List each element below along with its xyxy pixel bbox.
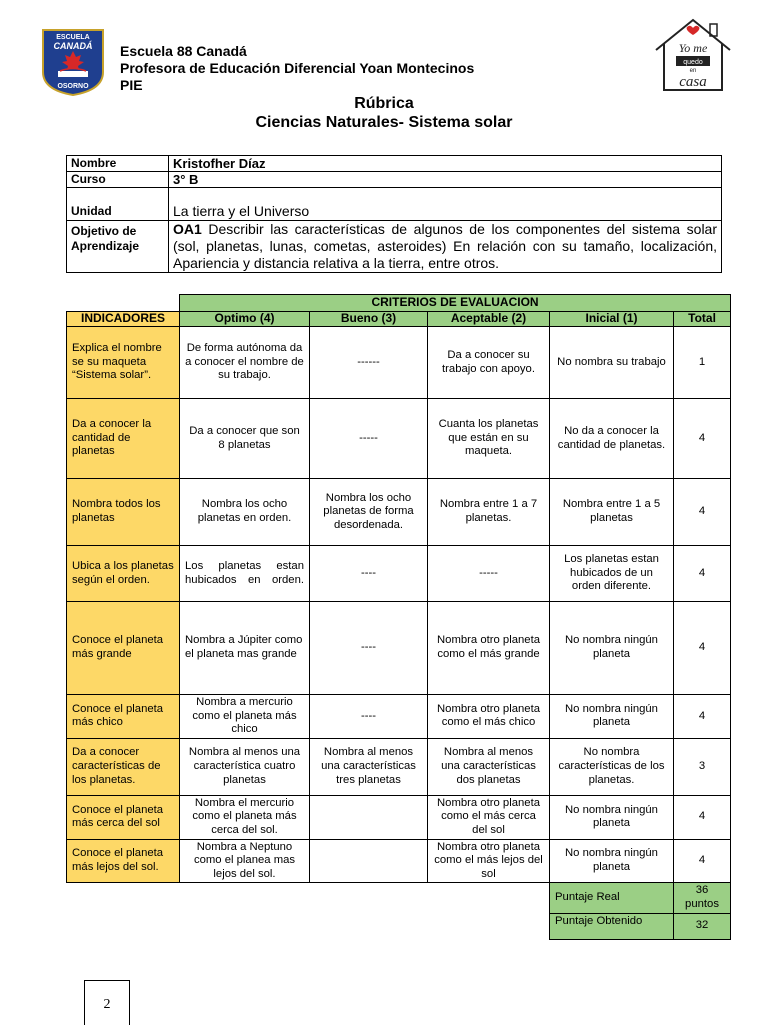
blank-cell: [67, 913, 550, 939]
indicador-cell: Ubica a los planetas según el orden.: [67, 546, 180, 602]
rubric-table: [66, 294, 731, 940]
objetivo-label: [67, 221, 169, 273]
svg-text:Yo me: Yo me: [678, 41, 708, 55]
indicador-cell: Nombra todos los planetas: [67, 479, 180, 546]
aceptable-cell: Nombra otro planeta como el más cerca del sol: [428, 795, 550, 839]
student-info-table: [66, 155, 722, 273]
inicial-cell: No da a conocer la cantidad de planetas.: [550, 399, 674, 479]
school-logo: [40, 28, 106, 96]
aceptable-cell: Nombra otro planeta como el más chico: [428, 695, 550, 739]
bueno-cell: Nombra al menos una características tres planetas: [310, 738, 428, 795]
indicador-cell: Conoce el planeta más lejos del sol.: [67, 839, 180, 883]
bueno-cell: ----: [310, 546, 428, 602]
teacher-name: Profesora de Educación Diferencial Yoan Montecinos: [120, 60, 475, 76]
inicial-cell: No nombra su trabajo: [550, 327, 674, 399]
svg-text:en: en: [689, 68, 697, 74]
objetivo-code: OA1: [173, 221, 202, 237]
optimo-cell: Nombra a Neptuno como el planea mas lejos del sol.: [180, 839, 310, 883]
puntaje-real-label: Puntaje Real: [550, 883, 674, 913]
page-subtitle: Ciencias Naturales- Sistema solar: [255, 114, 513, 131]
svg-text:casa: casa: [679, 74, 707, 90]
svg-text:quedo: quedo: [683, 59, 703, 66]
inicial-cell: No nombra ningún planeta: [550, 839, 674, 883]
table-row: [67, 695, 731, 739]
indicador-cell: Da a conocer la cantidad de planetas: [67, 399, 180, 479]
puntaje-obtenido-row: [67, 913, 731, 939]
bueno-cell: Nombra los ocho planetas de forma desordenada.: [310, 479, 428, 546]
nombre-value: Kristofher Díaz: [169, 156, 722, 172]
bueno-cell: ----: [310, 602, 428, 695]
inicial-cell: No nombra ningún planeta: [550, 795, 674, 839]
blank-cell: [67, 883, 550, 913]
unidad-label: Unidad: [67, 188, 169, 221]
optimo-cell: De forma autónoma da a conocer el nombre de su trabajo.: [180, 327, 310, 399]
aceptable-cell: Da a conocer su trabajo con apoyo.: [428, 327, 550, 399]
indicador-cell: Da a conocer características de los planetas.: [67, 738, 180, 795]
curso-value: 3° B: [169, 172, 722, 188]
column-header-optimo: Optimo (4): [180, 312, 310, 327]
school-header: [120, 43, 474, 94]
rubric-column-header-row: [67, 312, 731, 327]
bueno-cell: [310, 839, 428, 883]
puntaje-real-value: 36 puntos: [674, 883, 731, 913]
table-row: [67, 546, 731, 602]
puntaje-real-row: [67, 883, 731, 913]
aceptable-cell: Nombra al menos una características dos planetas: [428, 738, 550, 795]
svg-text:OSORNO: OSORNO: [57, 83, 89, 90]
total-cell: 4: [674, 399, 731, 479]
bueno-cell: ------: [310, 327, 428, 399]
column-header-total: Total: [674, 312, 731, 327]
puntaje-obtenido-label: Puntaje Obtenido: [550, 913, 674, 939]
indicador-cell: Conoce el planeta más cerca del sol: [67, 795, 180, 839]
curso-label: Curso: [67, 172, 169, 188]
table-row: [67, 839, 731, 883]
table-row: [67, 602, 731, 695]
table-row: [67, 795, 731, 839]
column-header-bueno: Bueno (3): [310, 312, 428, 327]
objetivo-label-line-1: Objetivo de: [71, 224, 137, 238]
inicial-cell: Los planetas estan hubicados de un orden diferente.: [550, 546, 674, 602]
total-cell: 4: [674, 795, 731, 839]
stay-home-logo: [648, 14, 738, 94]
inicial-cell: No nombra características de los planetas.: [550, 738, 674, 795]
total-cell: 3: [674, 738, 731, 795]
optimo-cell: Nombra a mercurio como el planeta más chico: [180, 695, 310, 739]
optimo-cell: Da a conocer que son 8 planetas: [180, 399, 310, 479]
total-cell: 1: [674, 327, 731, 399]
page-number: 2: [84, 980, 130, 1025]
aceptable-cell: -----: [428, 546, 550, 602]
program-name: PIE: [120, 77, 143, 93]
optimo-cell: Los planetas estan hubicados en orden.: [180, 546, 310, 602]
bueno-cell: -----: [310, 399, 428, 479]
aceptable-cell: Nombra otro planeta como el más lejos del sol: [428, 839, 550, 883]
inicial-cell: Nombra entre 1 a 5 planetas: [550, 479, 674, 546]
svg-text:CANADÁ: CANADÁ: [53, 41, 93, 51]
aceptable-cell: Nombra entre 1 a 7 planetas.: [428, 479, 550, 546]
table-row: [67, 479, 731, 546]
column-header-indicadores: INDICADORES: [67, 312, 180, 327]
aceptable-cell: Nombra otro planeta como el más grande: [428, 602, 550, 695]
unidad-value: La tierra y el Universo: [169, 188, 722, 221]
total-cell: 4: [674, 839, 731, 883]
total-cell: 4: [674, 479, 731, 546]
total-cell: 4: [674, 546, 731, 602]
objetivo-value: [169, 221, 722, 273]
indicador-cell: Conoce el planeta más chico: [67, 695, 180, 739]
total-cell: 4: [674, 695, 731, 739]
puntaje-obtenido-value: 32: [674, 913, 731, 939]
indicador-cell: Explica el nombre se su maqueta “Sistema solar”.: [67, 327, 180, 399]
table-row: [67, 738, 731, 795]
bueno-cell: [310, 795, 428, 839]
blank-cell: [67, 295, 180, 312]
svg-text:ESCUELA: ESCUELA: [56, 34, 90, 41]
indicador-cell: Conoce el planeta más grande: [67, 602, 180, 695]
optimo-cell: Nombra los ocho planetas en orden.: [180, 479, 310, 546]
aceptable-cell: Cuanta los planetas que están en su maqueta.: [428, 399, 550, 479]
bueno-cell: ----: [310, 695, 428, 739]
optimo-cell: Nombra a Júpiter como el planeta mas grande: [180, 602, 310, 695]
column-header-inicial: Inicial (1): [550, 312, 674, 327]
school-name: Escuela 88 Canadá: [120, 43, 247, 59]
nombre-label: Nombre: [67, 156, 169, 172]
inicial-cell: No nombra ningún planeta: [550, 602, 674, 695]
inicial-cell: No nombra ningún planeta: [550, 695, 674, 739]
rubric-group-header-row: [67, 295, 731, 312]
total-cell: 4: [674, 602, 731, 695]
objetivo-text: Describir las características de algunos de los componentes del sistema solar (sol, planetas, lunas, cometas, asteroides) En relación con su tamaño, localización, Apariencia y distancia relativa a la tierra, entre otros.: [173, 221, 718, 271]
optimo-cell: Nombra el mercurio como el planeta más cerca del sol.: [180, 795, 310, 839]
page-title: Rúbrica: [354, 95, 414, 112]
table-row: [67, 399, 731, 479]
column-header-aceptable: Aceptable (2): [428, 312, 550, 327]
optimo-cell: Nombra al menos una característica cuatro planetas: [180, 738, 310, 795]
criterios-header: CRITERIOS DE EVALUACION: [180, 295, 731, 312]
table-row: [67, 327, 731, 399]
objetivo-label-line-2: Aprendizaje: [71, 239, 140, 253]
